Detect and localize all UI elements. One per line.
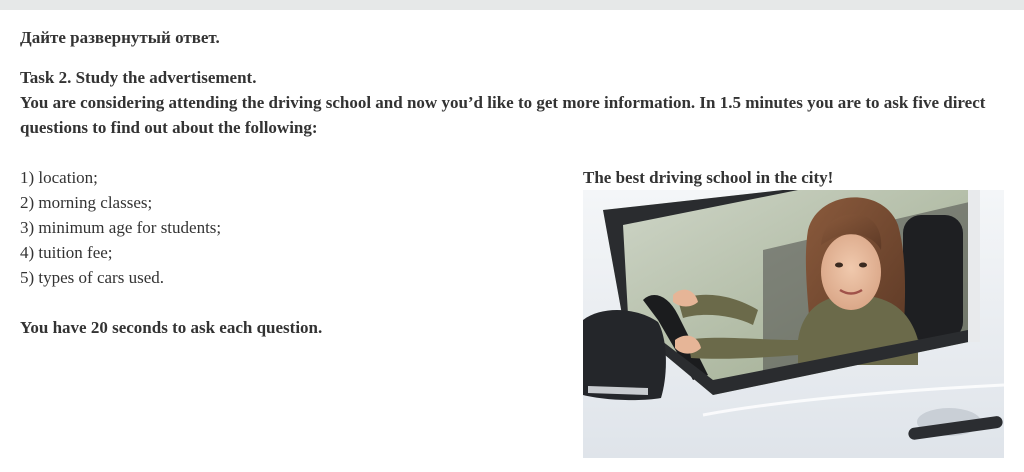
- list-item: 1) location;: [20, 168, 98, 187]
- ad-title: The best driving school in the city!: [583, 168, 834, 187]
- task-description: You are considering attending the driving school and now you’d like to get more information. In 1.5 minutes you are to ask five direct questions to find out about the following:: [20, 93, 986, 137]
- task-header: [20, 25, 1010, 140]
- top-bar: [0, 0, 1024, 10]
- advertisement: [583, 165, 1004, 458]
- questions-column: [20, 165, 560, 340]
- list-item: 2) morning classes;: [20, 193, 153, 212]
- instruction-text: Дайте развернутый ответ.: [20, 28, 220, 47]
- list-item: 4) tuition fee;: [20, 243, 113, 262]
- task-title: Task 2. Study the advertisement.: [20, 68, 257, 87]
- list-item: 5) types of cars used.: [20, 268, 164, 287]
- time-note: You have 20 seconds to ask each question.: [20, 318, 323, 337]
- ad-photo: [583, 190, 1004, 458]
- topics-list: [20, 165, 560, 290]
- list-item: 3) minimum age for students;: [20, 218, 222, 237]
